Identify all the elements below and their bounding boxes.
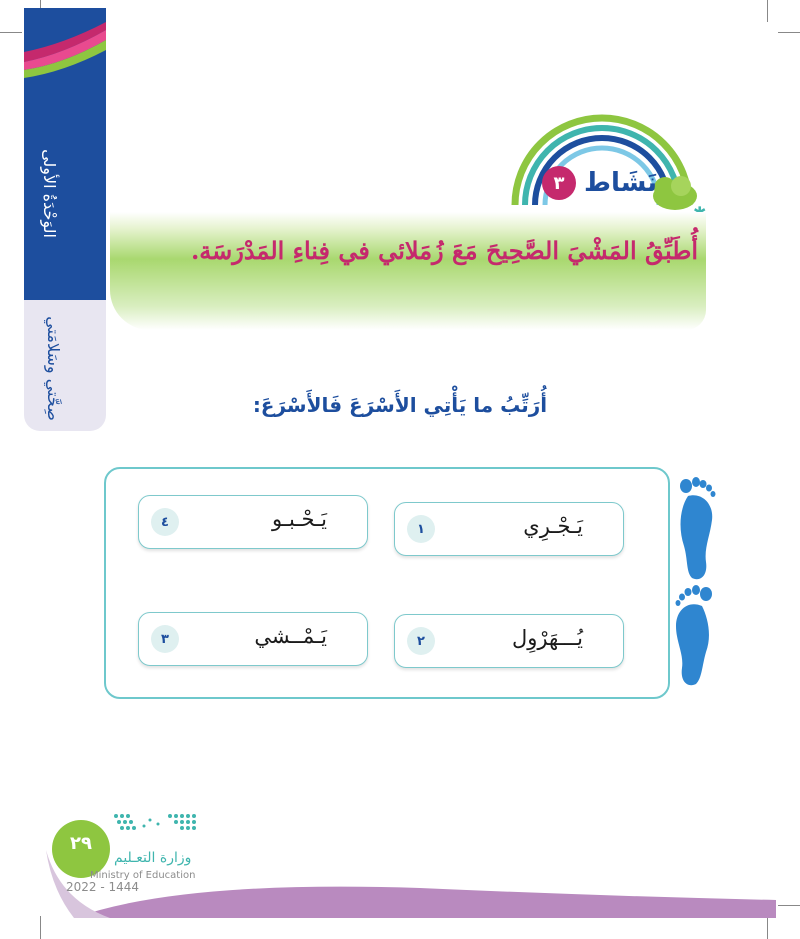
ministry-logo-dots bbox=[110, 810, 202, 840]
activity-number: ٣ bbox=[542, 166, 576, 200]
page-number: ٢٩ bbox=[52, 820, 110, 878]
ministry-name-en: Ministry of Education bbox=[90, 870, 196, 881]
option-word: يَـمْــشي bbox=[254, 624, 327, 648]
ministry-name-ar: وزارة التعـليم bbox=[114, 850, 192, 866]
option-rank: ٣ bbox=[151, 625, 179, 653]
activity-title: نَشَاط bbox=[584, 168, 657, 198]
option-rank: ٤ bbox=[151, 508, 179, 536]
option-rank: ١ bbox=[407, 515, 435, 543]
option-rank: ٢ bbox=[407, 627, 435, 655]
edition-year: 2022 - 1444 bbox=[66, 880, 140, 894]
option-word: يُـــهَرْوِل bbox=[512, 626, 583, 650]
unit-label: الوَحْدَةُ الأولى bbox=[39, 148, 59, 238]
topic-label: صِحَّتي وسَلامَتي bbox=[43, 315, 63, 421]
instruction-text: أُرَتِّبُ ما يَأْتِي الأَسْرَعَ فَالأَسْرَعَ: bbox=[252, 393, 548, 417]
goal-text: أُطَبِّقُ المَشْيَ الصَّحِيحَ مَعَ زُمَلائي في فِناءِ المَدْرَسَة. bbox=[190, 236, 698, 265]
option-word: يَـجْـرِي bbox=[523, 514, 583, 538]
option-word: يَـحْـبـو bbox=[271, 507, 327, 531]
